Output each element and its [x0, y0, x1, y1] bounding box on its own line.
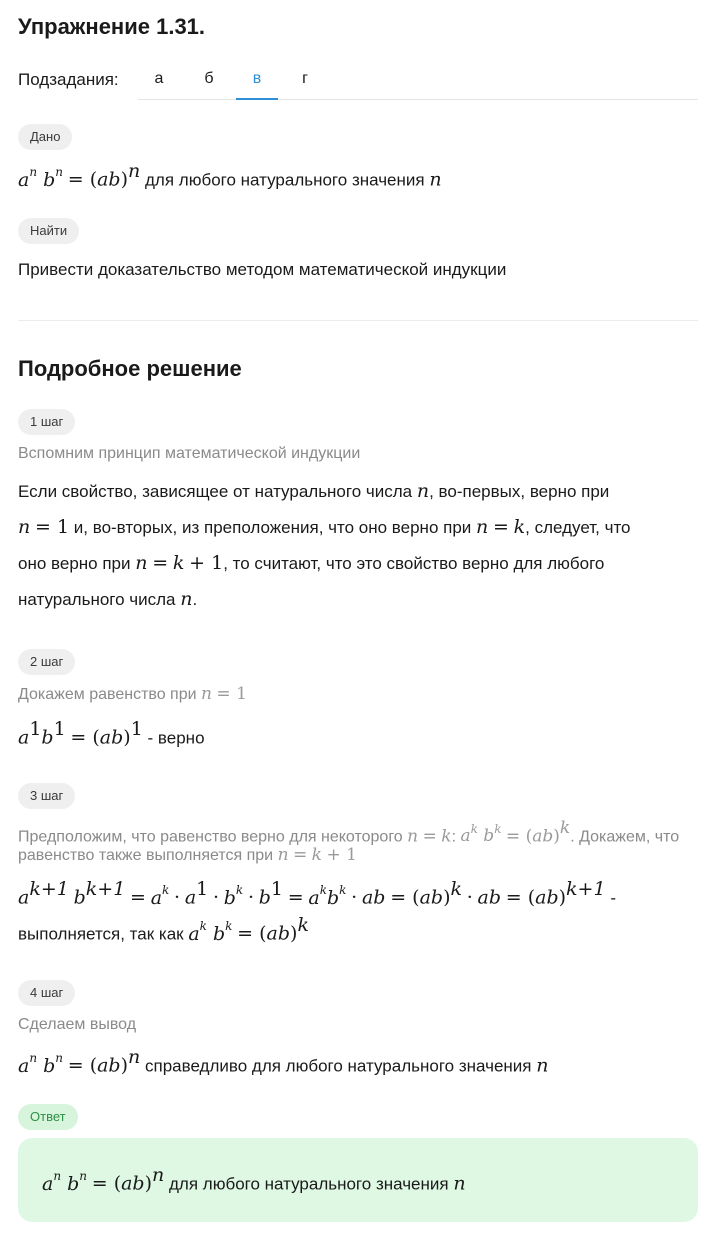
- subtasks-bar: [18, 62, 698, 100]
- solution-title: Подробное решение: [18, 356, 242, 381]
- answer-box: [18, 1138, 698, 1222]
- subtasks-label: Подзадания:: [18, 70, 119, 89]
- step1-text-4: , следует, что: [525, 518, 631, 537]
- tab-v[interactable]: в: [236, 70, 278, 100]
- tab-a[interactable]: а: [154, 70, 164, 87]
- given-chip: Дано: [18, 124, 72, 150]
- given-statement: $a^n$ $b^n = (ab)^n$ для любого натурального значения n: [18, 160, 442, 191]
- step1-line4: натурального числа n.: [18, 588, 198, 610]
- answer-statement: $a^n$ $b^n = (ab)^n$ для любого натурального значения n: [42, 1164, 466, 1195]
- step4-hint: Сделаем вывод: [18, 1016, 137, 1033]
- tab-b[interactable]: б: [204, 70, 214, 87]
- find-text: Привести доказательство методом математической индукции: [18, 260, 507, 279]
- step1-text-3: и, во-вторых, из преположения, что оно верно при: [73, 518, 472, 537]
- step2-hint: Докажем равенство при n = 1: [18, 684, 247, 704]
- step4-conclusion: $a^n$ $b^n = (ab)^n$ справедливо для любого натурального значения n: [18, 1046, 549, 1077]
- step1-line2: n = 1 и, во-вторых, из преположения, что оно верно при n = k, следует, что: [18, 516, 631, 538]
- page-title: Упражнение 1.31.: [18, 14, 206, 39]
- step1-hint: Вспомним принцип математической индукции: [18, 445, 361, 462]
- step1-text-7: натурального числа: [18, 590, 176, 609]
- step1-text-1: Если свойство, зависящее от натурального числа: [18, 482, 413, 501]
- tab-g[interactable]: г: [302, 70, 308, 87]
- step1-text-5: оно верно при: [18, 554, 131, 573]
- step1-line1: Если свойство, зависящее от натурального числа n, во-первых, верно при: [18, 480, 610, 502]
- step1-text-2: , во-первых, верно при: [429, 482, 610, 501]
- step4-chip: 4 шаг: [18, 980, 75, 1006]
- step4-text: справедливо для любого натурального значения: [145, 1056, 532, 1076]
- step3-hint-line1: Предположим, что равенство верно для некоторого n = k: $a^k$ $b^k = (ab)^k$. Докажем, что: [18, 818, 680, 847]
- step1-text-6: , то считают, что это свойство верно для любого: [223, 554, 605, 573]
- find-chip: Найти: [18, 218, 79, 244]
- step2-equation: $a^1b^1 = (ab)^1$ - верно: [18, 718, 205, 749]
- step2-suffix: - верно: [147, 728, 205, 748]
- step3-hint-line2: равенство также выполняется при n = k + 1: [18, 845, 357, 865]
- subtask-tabs: [138, 62, 698, 100]
- step3-dash: -: [610, 888, 616, 908]
- step3-hint-1: Предположим, что равенство верно для некоторого: [18, 828, 403, 846]
- step1-line3: оно верно при n = k + 1, то считают, что это свойство верно для любого: [18, 552, 605, 574]
- step3-equation: $a^{k+1}$ $b^{k+1} = a^k \cdot a^1 \cdot b^k \cdot b^1 = a^kb^k$ · ab = (ab)$^k$ · ab = (ab)$^{k+1}$ -: [18, 878, 616, 909]
- step3-hint-3: равенство также выполняется при: [18, 847, 274, 864]
- step3-chip: 3 шаг: [18, 783, 75, 809]
- step1-text-8: .: [192, 590, 198, 609]
- answer-text: для любого натурального значения: [169, 1174, 449, 1194]
- section-divider: [18, 320, 698, 321]
- step3-reason: выполняется, так как $a^k$ $b^k = (ab)^k$: [18, 914, 309, 945]
- given-text: для любого натурального значения: [145, 170, 425, 190]
- step1-chip: 1 шаг: [18, 409, 75, 435]
- step3-hint-2: . Докажем, что: [570, 828, 680, 846]
- answer-chip: Ответ: [18, 1104, 78, 1130]
- step3-reason-text: выполняется, так как: [18, 924, 184, 944]
- step2-hint-text: Докажем равенство при: [18, 686, 197, 703]
- step2-chip: 2 шаг: [18, 649, 75, 675]
